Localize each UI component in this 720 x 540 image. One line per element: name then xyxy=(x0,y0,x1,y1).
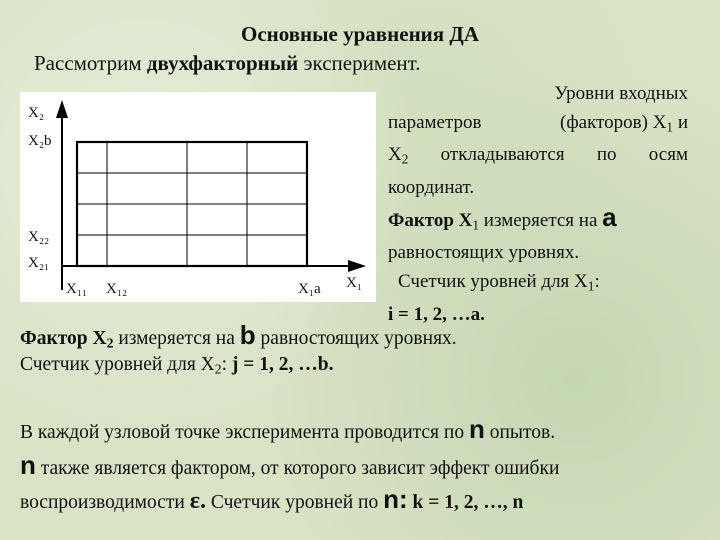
intro-pre: Рассмотрим xyxy=(34,51,147,75)
factor-grid-svg xyxy=(20,92,376,302)
paragraph-node-points xyxy=(20,414,555,445)
right-line-3b: откладываются xyxy=(440,144,565,166)
p1-a: Фактор X xyxy=(20,328,107,349)
label-x1: X₁ xyxy=(346,275,363,291)
p5-a: воспроизводимости xyxy=(20,492,190,513)
right-line-5c: a xyxy=(602,201,617,232)
paragraph-counter-x2 xyxy=(20,354,333,377)
right-line-7 xyxy=(388,268,688,301)
right-line-5-sub: 1 xyxy=(472,216,480,232)
x-axis-arrow xyxy=(348,260,366,272)
p3-b: опытов. xyxy=(484,422,556,443)
right-line-1: Уровни входных xyxy=(554,83,688,104)
label-x2b: X₂b xyxy=(28,133,52,149)
right-line-2a: параметров xyxy=(388,111,482,133)
p1-sub: 2 xyxy=(106,335,114,351)
p2-b: : xyxy=(221,354,232,375)
paragraph-reproducibility xyxy=(20,484,523,515)
p2-c: j = 1, 2, …b. xyxy=(231,354,334,375)
right-line-7b: : xyxy=(594,270,600,292)
slide-title: Основные уравнения ДА xyxy=(240,22,479,46)
label-x12: X₁₂ xyxy=(106,281,128,297)
p4-n: n xyxy=(20,450,36,480)
right-line-2 xyxy=(388,109,688,142)
p2-a: Счетчик уровней для X xyxy=(20,354,215,375)
right-line-5 xyxy=(388,203,688,240)
p1-b: измеряется на xyxy=(113,328,240,349)
right-line-7a: Счетчик уровней для X xyxy=(398,270,588,292)
p5-eps: ε. xyxy=(189,488,206,514)
p3-a: В каждой узловой точке эксперимента проводится по xyxy=(20,422,469,443)
right-line-3d: осям xyxy=(648,144,688,166)
intro-text xyxy=(34,51,421,76)
p5-n: n: xyxy=(383,484,408,514)
right-column-text xyxy=(388,80,688,329)
y-axis-arrow xyxy=(56,100,68,118)
right-line-8: i = 1, 2, …a. xyxy=(388,303,485,325)
paragraph-factor-x2 xyxy=(20,320,457,351)
label-x2: X₂ xyxy=(28,105,45,121)
right-line-5b: измеряется на xyxy=(479,209,603,231)
right-line-2c: и xyxy=(673,111,688,133)
label-x21: X₂₁ xyxy=(28,255,50,271)
label-x1a: X₁a xyxy=(298,281,321,297)
label-x11: X₁₁ xyxy=(66,281,88,297)
p4-a: также является фактором, от которого зависит эффект ошибки xyxy=(35,458,560,479)
p2-sub: 2 xyxy=(214,361,222,377)
paragraph-n-factor xyxy=(20,450,559,481)
right-line-4: координат. xyxy=(388,177,475,199)
right-line-2b: (факторов) X xyxy=(560,111,667,133)
right-line-3-sub: 2 xyxy=(401,151,409,167)
p1-d: равностоящих уровнях. xyxy=(255,328,457,349)
intro-post: эксперимент. xyxy=(298,51,421,75)
p5-b: Счетчик уровней по xyxy=(206,492,384,513)
right-line-5a: Фактор X xyxy=(388,209,473,231)
p1-c: b xyxy=(239,320,256,350)
right-line-3a: X xyxy=(388,144,402,166)
p5-c: k = 1, 2, …, n xyxy=(407,492,524,513)
right-line-3c: по xyxy=(596,144,617,166)
right-line-2-sub: 1 xyxy=(666,118,674,134)
right-line-6: равностоящих уровнях. xyxy=(388,242,580,264)
label-x22: X₂₂ xyxy=(28,229,50,245)
intro-bold: двухфакторный xyxy=(146,51,299,75)
p3-n: n xyxy=(468,414,485,444)
right-line-3 xyxy=(388,141,688,174)
right-line-7-sub: 1 xyxy=(587,278,595,294)
factor-grid-figure xyxy=(20,92,376,302)
